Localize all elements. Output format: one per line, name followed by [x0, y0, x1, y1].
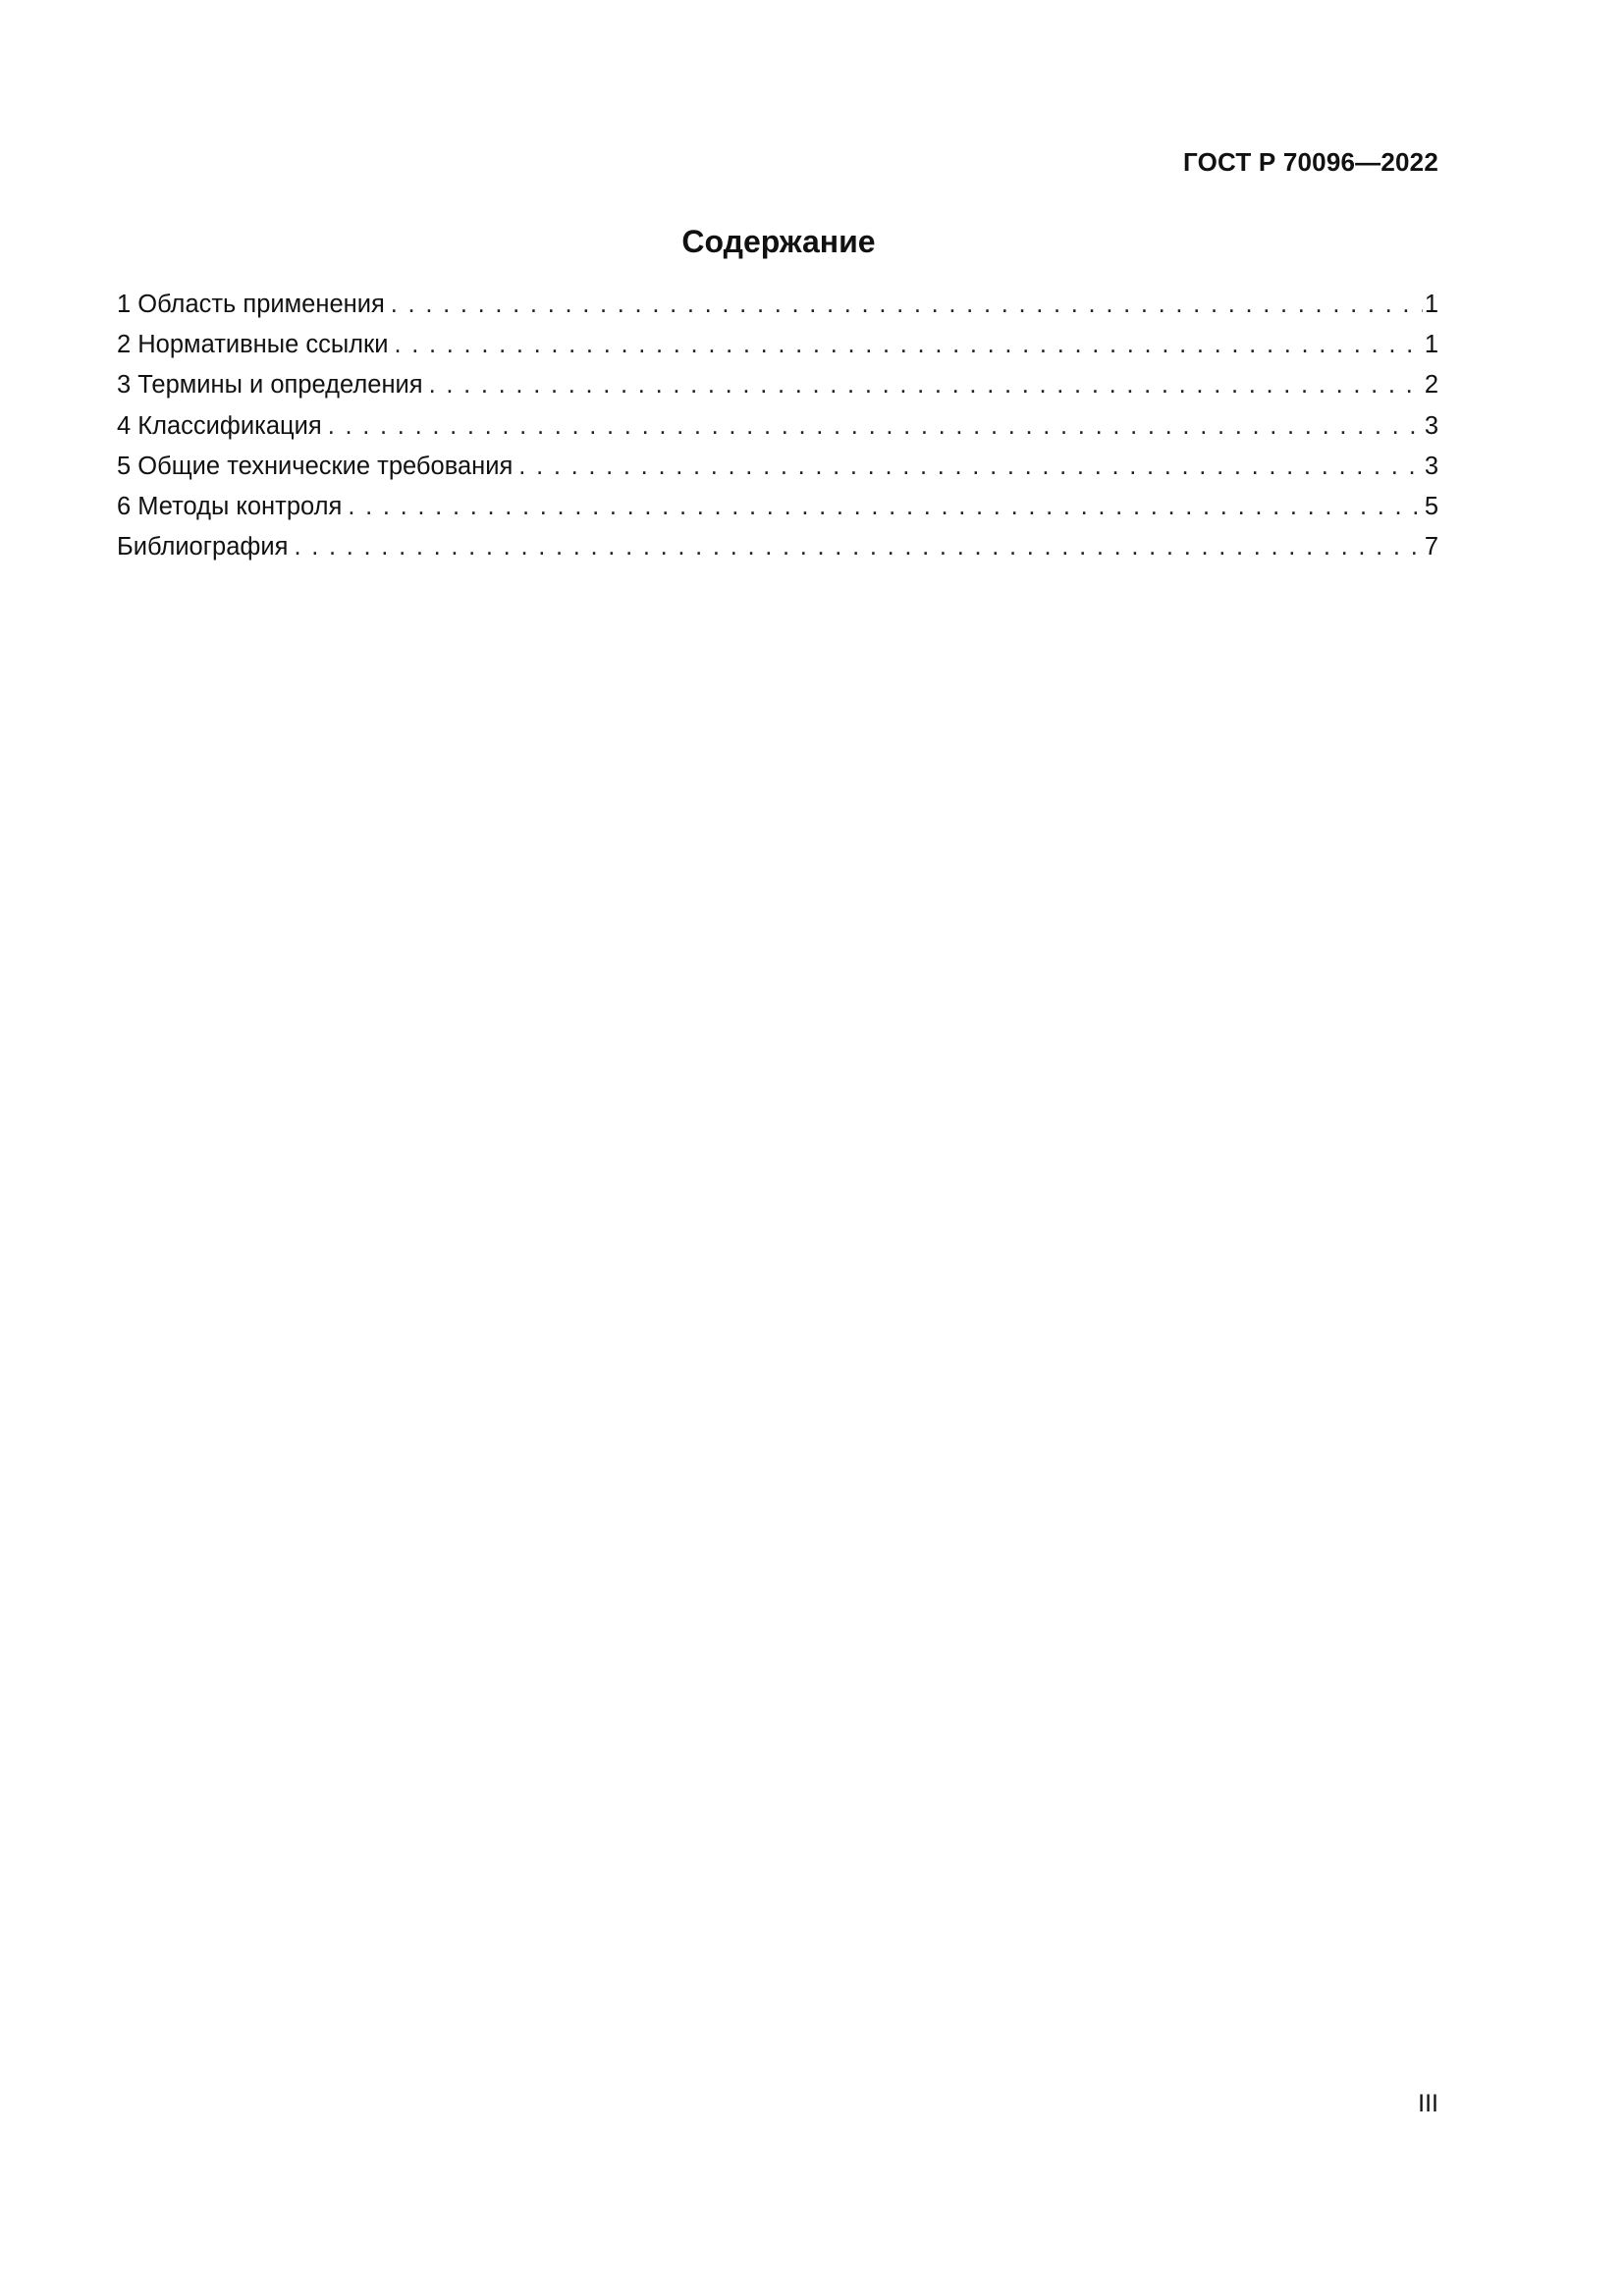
toc-entry[interactable]: [117, 365, 1438, 405]
toc-entry-label: 1 Область применения: [117, 291, 385, 318]
toc-dot-leader: [394, 325, 1422, 365]
toc-entry-label: 6 Методы контроля: [117, 492, 343, 520]
toc-entry-label: 4 Классификация: [117, 411, 322, 440]
toc-entry-label: 5 Общие технические требования: [117, 452, 514, 480]
toc-entry-page: 1: [1424, 291, 1438, 318]
toc-dot-leader: [518, 447, 1423, 487]
toc-entry-page: 3: [1424, 452, 1438, 480]
toc-dot-leader: [294, 527, 1422, 567]
toc-entry-page: 7: [1424, 533, 1438, 561]
toc-dot-leader: [328, 406, 1423, 447]
toc-dot-leader: [348, 487, 1422, 527]
toc-entry[interactable]: [117, 487, 1438, 527]
toc-entry-page: 5: [1424, 492, 1438, 520]
toc-entry[interactable]: [117, 285, 1438, 325]
table-of-contents: [117, 285, 1438, 567]
page-number: III: [1418, 2090, 1438, 2117]
toc-entry[interactable]: [117, 527, 1438, 567]
toc-entry[interactable]: [117, 406, 1438, 447]
toc-entry[interactable]: [117, 447, 1438, 487]
toc-title: [0, 224, 1624, 260]
toc-entry[interactable]: [117, 325, 1438, 365]
document-code: ГОСТ Р 70096—2022: [1183, 147, 1438, 177]
toc-title-text: Содержание: [681, 224, 876, 259]
toc-dot-leader: [391, 285, 1423, 325]
toc-entry-page: 2: [1424, 371, 1438, 400]
toc-entry-page: 3: [1424, 411, 1438, 440]
toc-dot-leader: [429, 365, 1423, 405]
toc-entry-page: 1: [1424, 331, 1438, 359]
toc-entry-label: Библиография: [117, 533, 289, 561]
toc-entry-label: 2 Нормативные ссылки: [117, 331, 389, 359]
toc-entry-label: 3 Термины и определения: [117, 371, 423, 400]
